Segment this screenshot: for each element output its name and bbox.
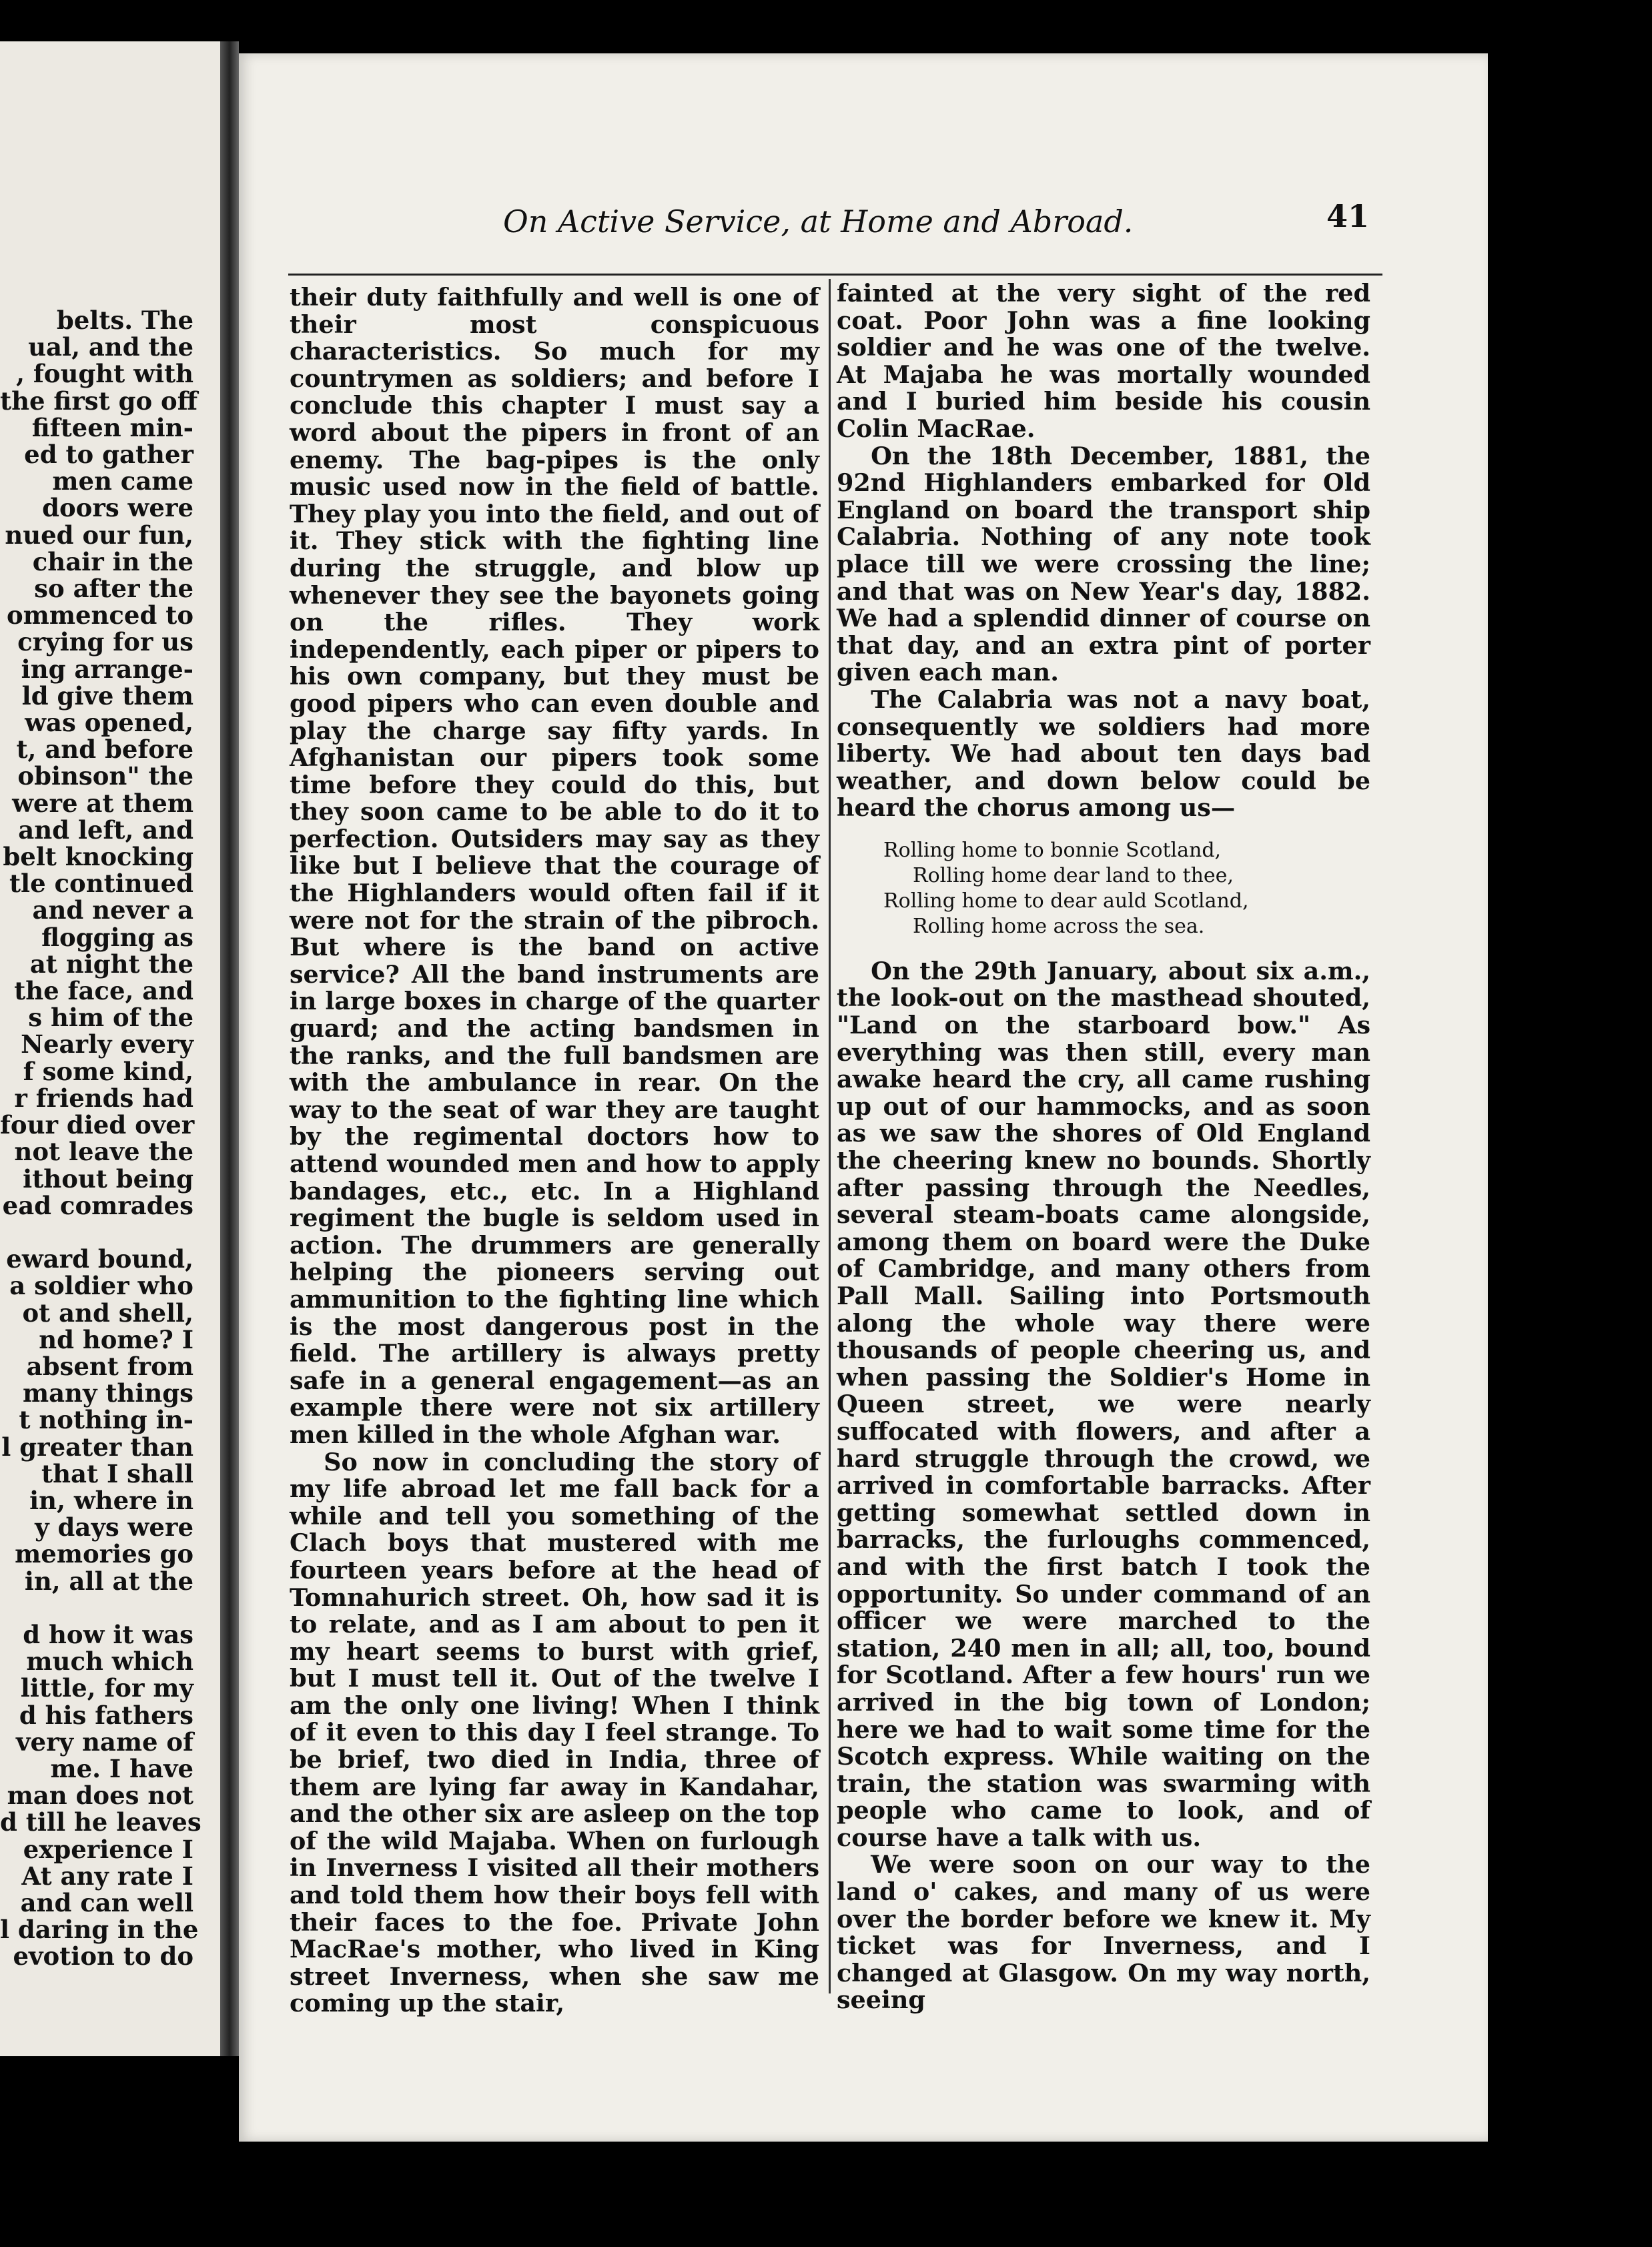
fragment-line: eward bound,: [6, 1244, 193, 1274]
fragment-line: four died over: [0, 1110, 195, 1140]
fragment-line: and left, and: [18, 815, 193, 845]
paragraph: We were soon on our way to the land o' cakes, and many of us were over the border before we knew it. My ticket was for Inverness, and I changed at Glasgow. On my way north, seeing: [837, 1850, 1370, 2015]
fragment-line: nd home? I: [39, 1324, 193, 1354]
fragment-line: obinson" the: [17, 761, 193, 791]
fragment-line: doors were: [42, 493, 193, 523]
fragment-line: s him of the: [28, 1003, 193, 1033]
fragment-line: f some kind,: [23, 1056, 193, 1086]
fragment-line: many things: [22, 1378, 193, 1408]
fragment-line: men came: [52, 466, 193, 496]
fragment-line: d how it was: [23, 1619, 193, 1649]
fragment-line: Nearly every: [21, 1029, 193, 1059]
fragment-line: little, for my: [20, 1673, 193, 1703]
facing-page-fragment: [0, 41, 220, 2056]
book-gutter: [220, 41, 239, 2056]
fragment-line: the first go off: [0, 386, 198, 416]
fragment-line: ed to gather: [24, 440, 193, 470]
fragment-line: t, and before: [16, 735, 193, 765]
fragment-line: At any rate I: [21, 1861, 193, 1891]
song-verse: [883, 838, 1370, 939]
fragment-line: was opened,: [25, 708, 193, 738]
fragment-line: nued our fun,: [5, 520, 193, 550]
header-rule: [288, 274, 1382, 276]
fragment-line: and can well: [20, 1887, 193, 1917]
fragment-line: ld give them: [21, 681, 193, 711]
fragment-line: absent from: [26, 1351, 193, 1381]
fragment-line: d till he leaves: [0, 1807, 201, 1837]
fragment-line: chair in the: [32, 546, 193, 576]
fragment-line: that I shall: [41, 1458, 193, 1488]
fragment-line: ual, and the: [28, 332, 193, 362]
fragment-line: ommenced to: [6, 600, 193, 630]
fragment-line: crying for us: [17, 627, 193, 657]
fragment-line: belts. The: [56, 306, 193, 335]
verse-line: Rolling home across the sea.: [913, 914, 1205, 938]
verse-line: Rolling home dear land to thee,: [913, 863, 1234, 887]
fragment-line: [0, 1219, 193, 1246]
fragment-line: evotion to do: [13, 1941, 193, 1971]
fragment-line: ing arrange-: [21, 654, 193, 684]
facing-page-text: [0, 306, 201, 1971]
fragment-line: at night the: [29, 949, 193, 979]
fragment-line: memories go: [15, 1539, 193, 1569]
fragment-line: not leave the: [14, 1137, 193, 1167]
fragment-line: [0, 1595, 193, 1621]
fragment-line: ithout being: [23, 1164, 193, 1194]
verse-line: Rolling home to bonnie Scotland,: [883, 838, 1222, 862]
fragment-line: in, where in: [29, 1485, 193, 1515]
fragment-line: r friends had: [14, 1083, 193, 1113]
paragraph: fainted at the very sight of the red coat. Poor John was a fine looking soldier and he was one of the twelve. At Majaba he was mortally wounded and I buried him beside his cousin Colin MacRae.: [837, 279, 1370, 443]
fragment-line: d his fathers: [19, 1700, 193, 1730]
paragraph: On the 29th January, about six a.m., the look-out on the masthead shouted, "Land on the starboard bow." As everything was then still, every man awake heard the cry, all came rushing up out of our hammocks, and as soon as we saw the shores of Old England the cheering knew no bounds. Shortly after passing through the Needles, several steam-boats came alongside, among them on board were the Duke of Cambridge, and many others from Pall Mall. Sailing into Portsmouth along the whole way there were thousands of people cheering us, and when passing the Soldier's Home in Queen street, we were nearly suffocated with flowers, and after a hard struggle through the crowd, we arrived in comfortable barracks. After getting somewhat settled down in barracks, the furloughs commenced, and with the first batch I took the opportunity. So under command of an officer we were marched to the station, 240 men in all; all, too, bound for Scotland. After a few hours' run we arrived in the big town of London; here we had to wait some time for the Scotch express. While waiting on the train, the station was swarming with people who came to look, and of course have a talk with us.: [837, 956, 1370, 1852]
column-rule: [829, 279, 831, 1993]
fragment-line: , fought with: [16, 359, 193, 389]
fragment-line: a soldier who: [9, 1271, 193, 1301]
paragraph: their duty faithfully and well is one of their most conspicuous characteristics. So much for my countrymen as soldiers; and before I conclude this chapter I must say a word about the pipers in front of an enemy. The bag-pipes is the only music used now in the field of battle. They play you into the field, and out of it. They stick with the fighting line during the struggle, and blow up whenever they see the bayonets going on the rifles. They work independently, each piper or pipers to his own company, but they must be good pipers who can even double and play the charge say fifty yards. In Afghanistan our pipers took some time before they could do this, but they soon came to be able to do it to perfection. Outsiders may say as they like but I believe that the courage of the Highlanders would often fail if it were not for the strain of the pibroch. But where is the band on active service? All the band instruments are in large boxes in charge of the quarter guard; and the acting bandsmen in the ranks, and the full bandsmen are with the ambulance in rear. On the way to the seat of war they are taught by the regimental doctors how to attend wounded men and how to apply bandages, etc., etc. In a Highland regiment the bugle is seldom used in action. The drummers are generally helping the pioneers serving out ammunition to the fighting line which is the most dangerous post in the field. The artillery is always pretty safe in a general engagement—as an example there were not six artillery men killed in the whole Afghan war.: [290, 283, 819, 1449]
fragment-line: flogging as: [41, 922, 193, 952]
fragment-line: belt knocking: [3, 842, 193, 872]
paragraph: So now in concluding the story of my life abroad let me fall back for a while and tell you something of the Clach boys that mustered with me fourteen years before at the head of Tomnahurich street. Oh, how sad it is to relate, and as I am about to pen it my heart seems to burst with grief, but I must tell it. Out of the twelve I am the only one living! When I think of it even to this day I feel strange. To be brief, two died in India, three of them are lying far away in Kandahar, and the other six are asleep on the top of the wild Majaba. When on furlough in Inverness I visited all their mothers and told them how their boys fell with their faces to the foe. Private John MacRae's mother, who lived in King street Inverness, when she saw me coming up the stair,: [290, 1447, 819, 2018]
fragment-line: l greater than: [1, 1432, 193, 1462]
fragment-line: were at them: [12, 788, 193, 818]
fragment-line: so after the: [34, 574, 193, 604]
verse-line: Rolling home to dear auld Scotland,: [883, 889, 1249, 913]
fragment-line: y days were: [35, 1512, 193, 1542]
fragment-line: much which: [26, 1647, 193, 1677]
fragment-line: tle continued: [9, 869, 193, 899]
right-column: [837, 280, 1370, 2014]
running-title: On Active Service, at Home and Abroad.: [503, 203, 1134, 240]
fragment-line: l daring in the: [0, 1915, 199, 1945]
fragment-line: fifteen min-: [31, 412, 193, 442]
paragraph: On the 18th December, 1881, the 92nd Highlanders embarked for Old England on board the transport ship Calabria. Nothing of any note took place till we were crossing the line; and that was on New Year's day, 1882. We had a splendid dinner of course on that day, and an extra pint of porter given each man.: [837, 441, 1370, 687]
fragment-line: me. I have: [50, 1753, 193, 1783]
paragraph: The Calabria was not a navy boat, consequently we soldiers had more liberty. We had about ten days bad weather, and down below could be heard the chorus among us—: [837, 685, 1370, 823]
fragment-line: ead comrades: [2, 1190, 193, 1220]
fragment-line: the face, and: [14, 976, 193, 1006]
fragment-line: experience I: [23, 1834, 193, 1864]
fragment-line: in, all at the: [24, 1566, 193, 1596]
fragment-line: man does not: [7, 1781, 193, 1811]
fragment-line: very name of: [16, 1727, 193, 1757]
page-number: 41: [1326, 198, 1370, 234]
fragment-line: and never a: [32, 895, 193, 925]
middle-column: [290, 284, 819, 2017]
fragment-line: ot and shell,: [22, 1298, 193, 1328]
fragment-line: t nothing in-: [19, 1405, 193, 1435]
